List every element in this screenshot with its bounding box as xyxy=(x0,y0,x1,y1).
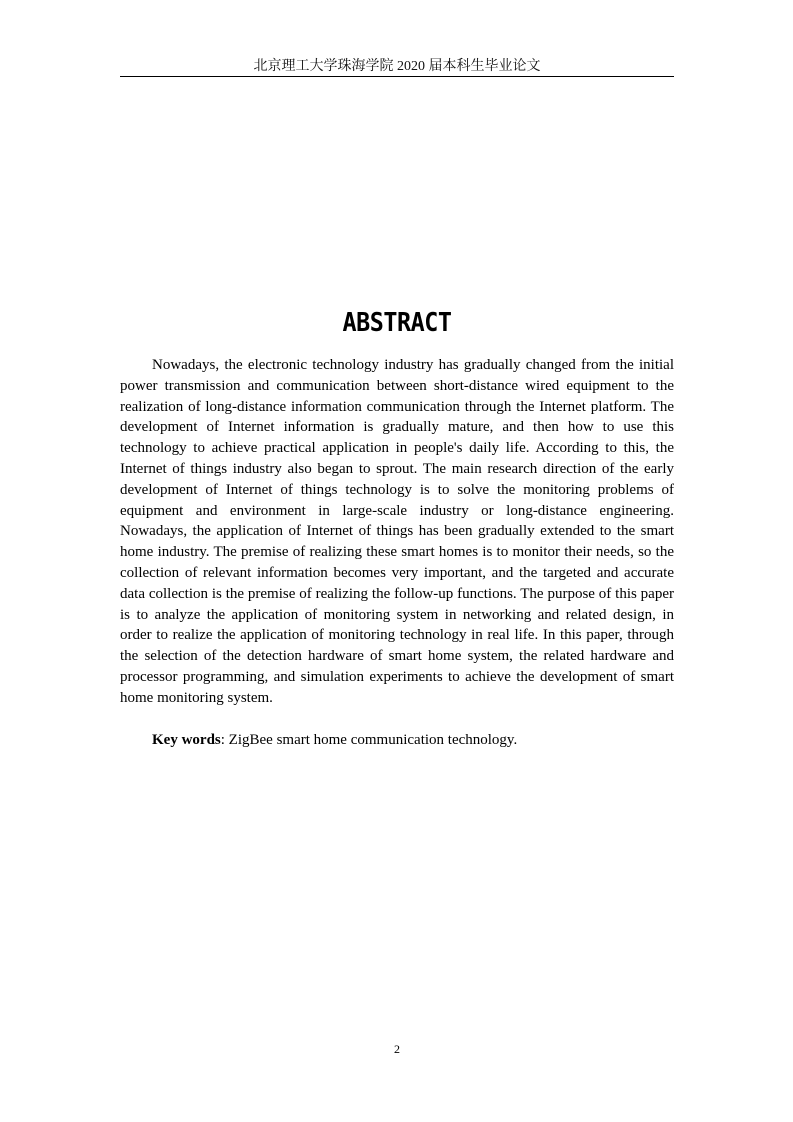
abstract-title: ABSTRACT xyxy=(342,308,452,338)
abstract-body xyxy=(120,355,674,709)
page-number: 2 xyxy=(394,1042,400,1056)
keywords-label: Key words xyxy=(152,732,221,748)
keywords-text: : ZigBee smart home communication technology. xyxy=(220,732,518,748)
abstract-paragraph: Nowadays, the electronic technology industry has gradually changed from the initial power transmission and communication between short-distance wired equipment to the realization of long-distance information communication through the Internet platform. The development of Internet information is gradually mature, and then how to use this technology to achieve practical application in people's daily life. According to this, the Internet of things industry also began to sprout. The main research direction of the early development of Internet of things technology is to solve the monitoring problems of equipment and environment in large-scale industry or long-distance engineering. Nowadays, the application of Internet of things has been gradually extended to the smart home industry. The premise of realizing these smart homes is to monitor their needs, so the collection of relevant information becomes very important, and the targeted and accurate data collection is the premise of realizing the follow-up functions. The purpose of this paper is to analyze the application of monitoring system in networking and related design, in order to realize the application of monitoring technology in real life. In this paper, through the selection of the detection hardware of smart home system, the related hardware and processor programming, and simulation experiments to achieve the development of smart home monitoring system. xyxy=(120,357,674,706)
running-header: 北京理工大学珠海学院 2020 届本科生毕业论文 xyxy=(253,59,541,74)
header-rule xyxy=(120,76,674,77)
keywords-line xyxy=(120,730,674,751)
